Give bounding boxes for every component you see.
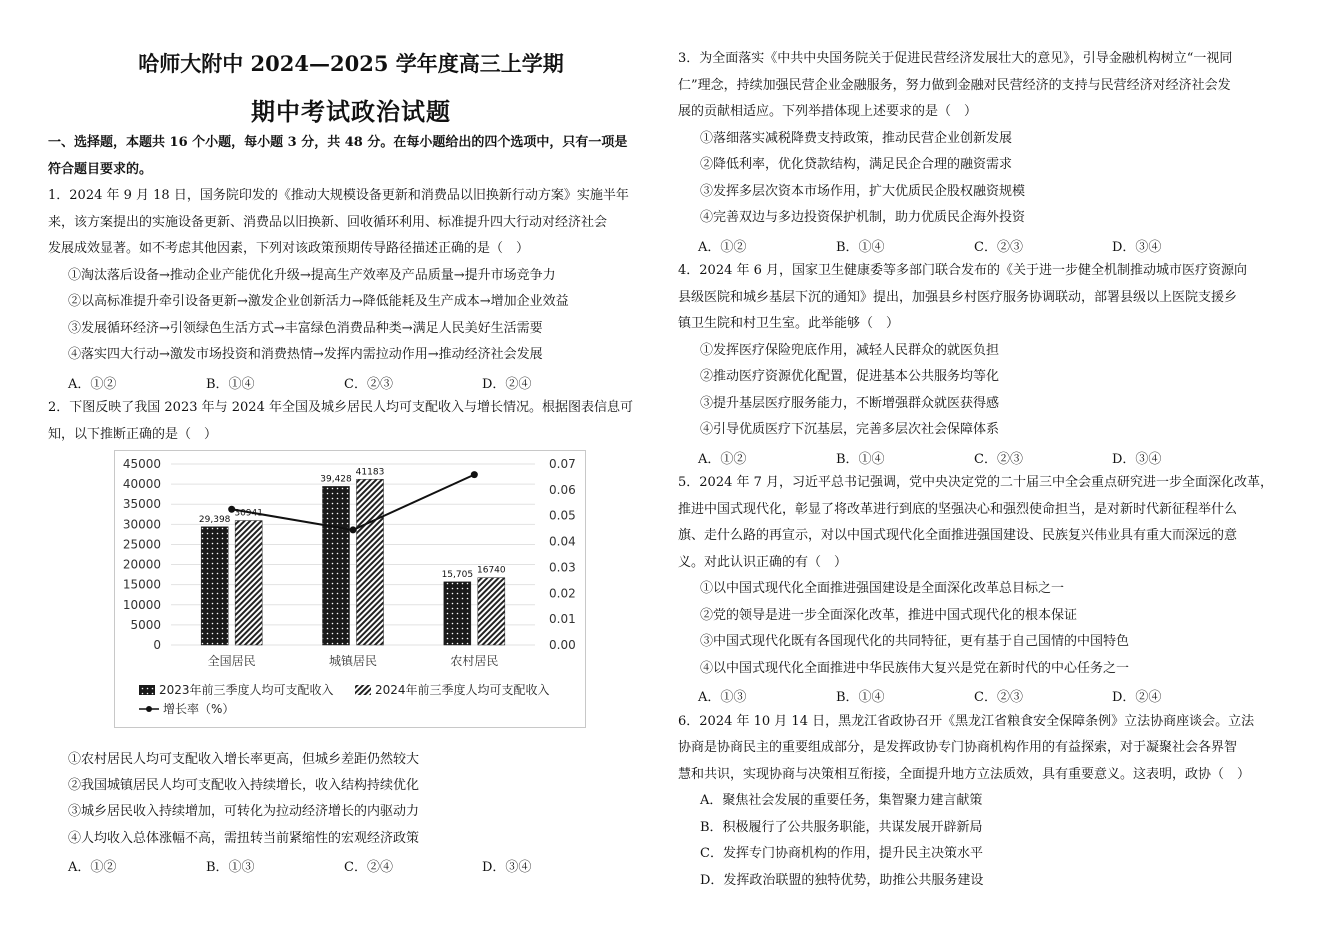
y-right-tick-label: 0.07 [549, 457, 576, 471]
q5-item: ①以中国式现代化全面推进强国建设是全面深化改革总目标之一 [700, 581, 1065, 596]
y-left-tick-label: 0 [153, 638, 161, 652]
q5-option-b[interactable]: B．①④ [836, 690, 885, 705]
q6-choice-c[interactable]: C．发挥专门协商机构的作用，提升民主决策水平 [700, 846, 983, 861]
y-left-tick-label: 45000 [122, 457, 161, 471]
legend-label-2024: 2024年前三季度人均可支配收入 [375, 683, 550, 697]
q5-item: ②党的领导是进一步全面深化改革，推进中国式现代化的根本保证 [700, 608, 1078, 623]
bar-2023 [323, 486, 350, 645]
legend-swatch-2023 [139, 685, 155, 695]
bar-value-label: 30941 [234, 508, 263, 519]
y-left-tick-label: 5000 [130, 617, 161, 632]
q5-stem: 5．2024 年 7 月，习近平总书记强调，党中央决定党的二十届三中全会重点研究进一步全面深化改革， [678, 475, 1274, 490]
legend-swatch-2024 [355, 685, 371, 695]
y-left-tick-label: 35000 [122, 497, 161, 512]
q1-options [68, 373, 620, 392]
y-right-tick-label: 0.06 [549, 482, 576, 497]
q3-option-a[interactable]: A．①② [698, 240, 747, 255]
q3-options [698, 236, 1250, 255]
exam-title-line1: 哈师大附中 2024—2025 学年度高三上学期 [138, 51, 564, 76]
exam-title-line2: 期中考试政治试题 [251, 97, 451, 126]
q4-option-c[interactable]: C．②③ [974, 452, 1023, 467]
q4-option-a[interactable]: A．①② [698, 452, 747, 467]
q2-stem: 2．下图反映了我国 2023 年与 2024 年全国及城乡居民人均可支配收入与增长情况。根据图表信息可 [48, 400, 633, 415]
q5-stem: 旗、走什么路的再宣示，对以中国式现代化全面推进强国建设、民族复兴伟业具有重大而深远的意 [678, 528, 1238, 543]
q6-choice-b[interactable]: B．积极履行了公共服务职能，共谋发展开辟新局 [700, 820, 983, 835]
q3-item: ③发挥多层次资本市场作用，扩大优质民企股权融资规模 [700, 184, 1026, 199]
y-left-tick-label: 20000 [122, 557, 161, 572]
y-left-tick-label: 15000 [122, 577, 161, 592]
y-left-tick-label: 25000 [122, 537, 161, 552]
q1-item: ②以高标准提升牵引设备更新→激发企业创新活力→降低能耗及生产成本→增加企业效益 [68, 294, 569, 309]
q4-stem: 4．2024 年 6 月，国家卫生健康委等多部门联合发布的《关于进一步健全机制推动城市医疗资源向 [678, 263, 1248, 278]
bar-2023 [201, 527, 228, 645]
growth-point [350, 526, 357, 533]
section-heading: 一、选择题，本题共 16 个小题，每小题 3 分，共 48 分。在每小题给出的四个选项中，只有一项是 [48, 135, 628, 150]
q3-item: ④完善双边与多边投资保护机制，助力优质民企海外投资 [700, 210, 1026, 225]
q3-stem: 3．为全面落实《中共中央国务院关于促进民营经济发展壮大的意见》，引导金融机构树立“一视同 [678, 51, 1233, 66]
q1-option-c[interactable]: C．②③ [344, 377, 393, 392]
legend-label-growth: 增长率（%） [163, 702, 235, 716]
x-category-label: 城镇居民 [328, 654, 378, 668]
q1-item: ④落实四大行动→激发市场投资和消费热情→发挥内需拉动作用→推动经济社会发展 [68, 347, 543, 362]
q4-option-d[interactable]: D．③④ [1112, 452, 1162, 467]
growth-line [232, 475, 475, 530]
legend-marker-growth [146, 706, 152, 712]
q6-stem: 慧和共识，实现协商与决策相互衔接，全面提升地方立法质效，具有重要意义。这表明，政协（ ） [678, 767, 1251, 782]
q5-stem: 推进中国式现代化，彰显了将改革进行到底的坚强决心和强烈使命担当，是对新时代新征程举什么 [678, 502, 1238, 517]
q4-stem: 县级医院和城乡基层下沉的通知》提出，加强县乡村医疗服务协调联动，部署县级以上医院支援乡 [678, 290, 1238, 305]
q2-item: ③城乡居民收入持续增加，可转化为拉动经济增长的内驱动力 [68, 804, 420, 819]
q4-options [698, 448, 1250, 467]
y-right-tick-label: 0.03 [549, 560, 576, 575]
q5-stem: 义。对此认识正确的有（ ） [678, 555, 848, 570]
q4-item: ①发挥医疗保险兜底作用，减轻人民群众的就医负担 [700, 343, 1000, 358]
q4-item: ③提升基层医疗服务能力，不断增强群众就医获得感 [700, 396, 1000, 411]
q3-option-d[interactable]: D．③④ [1112, 240, 1162, 255]
q6-stem: 协商是协商民主的重要组成部分，是发挥政协专门协商机构作用的有益探索，对于凝聚社会各界智 [678, 740, 1238, 755]
q1-item: ①淘汰落后设备→推动企业产能优化升级→提高生产效率及产品质量→提升市场竞争力 [68, 268, 556, 283]
q5-option-d[interactable]: D．②④ [1112, 690, 1162, 705]
y-left-tick-label: 40000 [122, 477, 161, 492]
q2-options [68, 856, 620, 875]
q5-option-c[interactable]: C．②③ [974, 690, 1023, 705]
q4-item: ④引导优质医疗下沉基层，完善多层次社会保障体系 [700, 422, 1000, 437]
q4-stem: 镇卫生院和村卫生室。此举能够（ ） [678, 316, 900, 331]
y-right-tick-label: 0.02 [549, 586, 576, 601]
bar-value-label: 29,398 [198, 514, 231, 525]
y-right-tick-label: 0.00 [549, 638, 576, 652]
bar-2023 [444, 582, 471, 645]
bar-value-label: 41183 [355, 467, 385, 478]
y-right-tick-label: 0.05 [549, 508, 576, 523]
q3-option-c[interactable]: C．②③ [974, 240, 1023, 255]
q5-item: ③中国式现代化既有各国现代化的共同特征，更有基于自己国情的中国特色 [700, 634, 1130, 649]
q1-option-a[interactable]: A．①② [68, 377, 117, 392]
x-category-label: 农村居民 [450, 654, 499, 668]
bar-value-label: 16740 [477, 565, 506, 576]
q5-options [698, 686, 1250, 705]
q2-item: ②我国城镇居民人均可支配收入持续增长，收入结构持续优化 [68, 778, 420, 793]
income-chart [114, 450, 586, 728]
bar-2024 [235, 521, 262, 645]
q2-item: ①农村居民人均可支配收入增长率更高，但城乡差距仍然较大 [68, 752, 420, 767]
y-left-tick-label: 30000 [122, 517, 161, 532]
q5-option-a[interactable]: A．①③ [698, 690, 747, 705]
bar-2024 [478, 578, 505, 645]
q3-stem: 仁”理念，持续加强民营企业金融服务，努力做到金融对民营经济的支持与民营经济对经济社会发 [678, 78, 1231, 93]
q1-option-b[interactable]: B．①④ [206, 377, 255, 392]
q4-option-b[interactable]: B．①④ [836, 452, 885, 467]
q3-item: ②降低利率，优化贷款结构，满足民企合理的融资需求 [700, 157, 1013, 172]
q2-item: ④人均收入总体涨幅不高，需扭转当前紧缩性的宏观经济政策 [68, 831, 420, 846]
bar-value-label: 39,428 [320, 474, 352, 485]
y-right-tick-label: 0.01 [549, 612, 576, 627]
bar-value-label: 15,705 [441, 569, 474, 580]
q6-choice-a[interactable]: A．聚焦社会发展的重要任务，集智聚力建言献策 [700, 793, 983, 808]
growth-point [471, 471, 478, 478]
bar-2024 [357, 479, 384, 645]
q3-option-b[interactable]: B．①④ [836, 240, 885, 255]
q1-stem: 发展成效显著。如不考虑其他因素，下列对该政策预期传导路径描述正确的是（ ） [48, 241, 530, 256]
q2-stem: 知，以下推断正确的是（ ） [48, 427, 218, 442]
q4-item: ②推动医疗资源优化配置，促进基本公共服务均等化 [700, 369, 1000, 384]
q1-stem: 来，该方案提出的实施设备更新、消费品以旧换新、回收循环利用、标准提升四大行动对经济社会 [48, 215, 608, 230]
q2-option-b[interactable]: B．①③ [206, 860, 255, 875]
q3-stem: 展的贡献相适应。下列举措体现上述要求的是（ ） [678, 104, 978, 119]
y-right-tick-label: 0.04 [549, 534, 576, 549]
q6-choice-d[interactable]: D．发挥政治联盟的独特优势，助推公共服务建设 [700, 873, 984, 888]
q1-option-d[interactable]: D．②④ [482, 377, 532, 392]
q2-option-a[interactable]: A．①② [68, 860, 117, 875]
q3-item: ①落细落实减税降费支持政策，推动民营企业创新发展 [700, 131, 1013, 146]
section-heading-cont: 符合题目要求的。 [48, 162, 153, 177]
income-chart-svg [115, 451, 585, 727]
q6-stem: 6．2024 年 10 月 14 日，黑龙江省政协召开《黑龙江省粮食安全保障条例》立法协商座谈会。立法 [678, 714, 1255, 729]
q5-item: ④以中国式现代化全面推进中华民族伟大复兴是党在新时代的中心任务之一 [700, 661, 1130, 676]
x-category-label: 全国居民 [207, 654, 256, 668]
q1-stem: 1．2024 年 9 月 18 日，国务院印发的《推动大规模设备更新和消费品以旧换新行动方案》实施半年 [48, 188, 629, 203]
q2-option-c[interactable]: C．②④ [344, 860, 393, 875]
q2-option-d[interactable]: D．③④ [482, 860, 532, 875]
y-left-tick-label: 10000 [122, 597, 161, 612]
q1-item: ③发展循环经济→引领绿色生活方式→丰富绿色消费品种类→满足人民美好生活需要 [68, 321, 543, 336]
legend-label-2023: 2023年前三季度人均可支配收入 [159, 683, 334, 697]
